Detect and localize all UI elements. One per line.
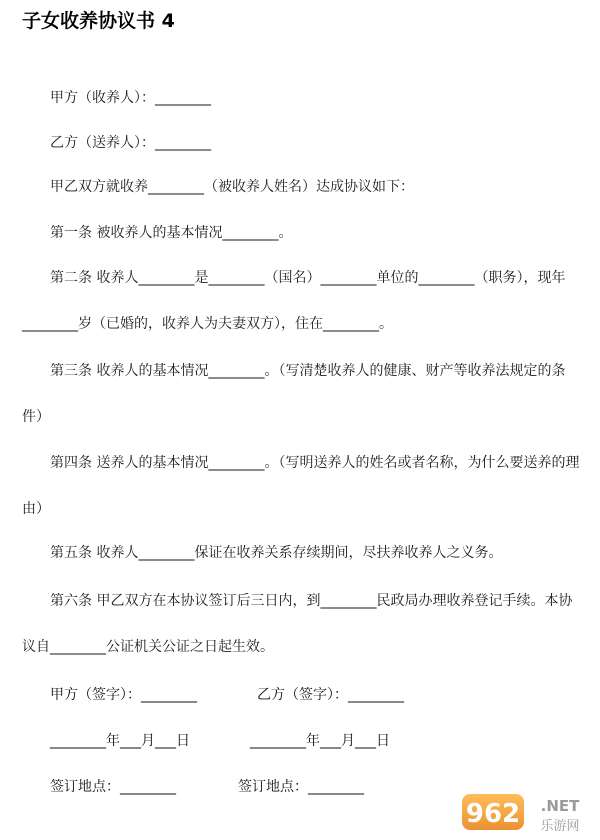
article-5: 第五条 收养人________保证在收养关系存续期间，尽扶养收养人之义务。 xyxy=(50,545,503,561)
date-party-a: ________年___月___日 xyxy=(50,733,190,749)
article-2: 第二条 收养人________是________（国名）________单位的________（职务），现年________岁（已婚的，收养人为夫妻双方），住在________。 xyxy=(22,270,566,332)
party-b-line: 乙方（送养人）：________ xyxy=(50,135,211,151)
intro-line: 甲乙双方就收养________（被收养人姓名）达成协议如下： xyxy=(50,179,414,195)
article-1: 第一条 被收养人的基本情况________。 xyxy=(50,225,293,241)
article-4: 第四条 送养人的基本情况________。（写明送养人的姓名或者名称，为什么要送养的理由） xyxy=(22,455,580,517)
place-party-a: 签订地点：________ xyxy=(50,779,176,795)
site-watermark-logo xyxy=(460,792,594,836)
article-3: 第三条 收养人的基本情况________。（写清楚收养人的健康、财产等收养法规定的条件） xyxy=(22,363,566,425)
signature-party-b: 乙方（签字）：________ xyxy=(257,687,404,703)
svg-text:.NET: .NET xyxy=(540,797,580,815)
date-party-b: ________年___月___日 xyxy=(250,733,390,749)
article-6: 第六条 甲乙双方在本协议签订后三日内，到________民政局办理收养登记手续。本协议自________公证机关公证之日起生效。 xyxy=(22,593,573,655)
party-a-line: 甲方（收养人）：________ xyxy=(50,90,211,106)
svg-text:962: 962 xyxy=(465,799,521,829)
svg-text:乐游网: 乐游网 xyxy=(540,819,580,834)
place-party-b: 签订地点：________ xyxy=(238,779,364,795)
document-title: 子女收养协议书 4 xyxy=(22,10,175,32)
watermark-logo-icon xyxy=(460,792,594,836)
signature-party-a: 甲方（签字）：________ xyxy=(50,687,197,703)
